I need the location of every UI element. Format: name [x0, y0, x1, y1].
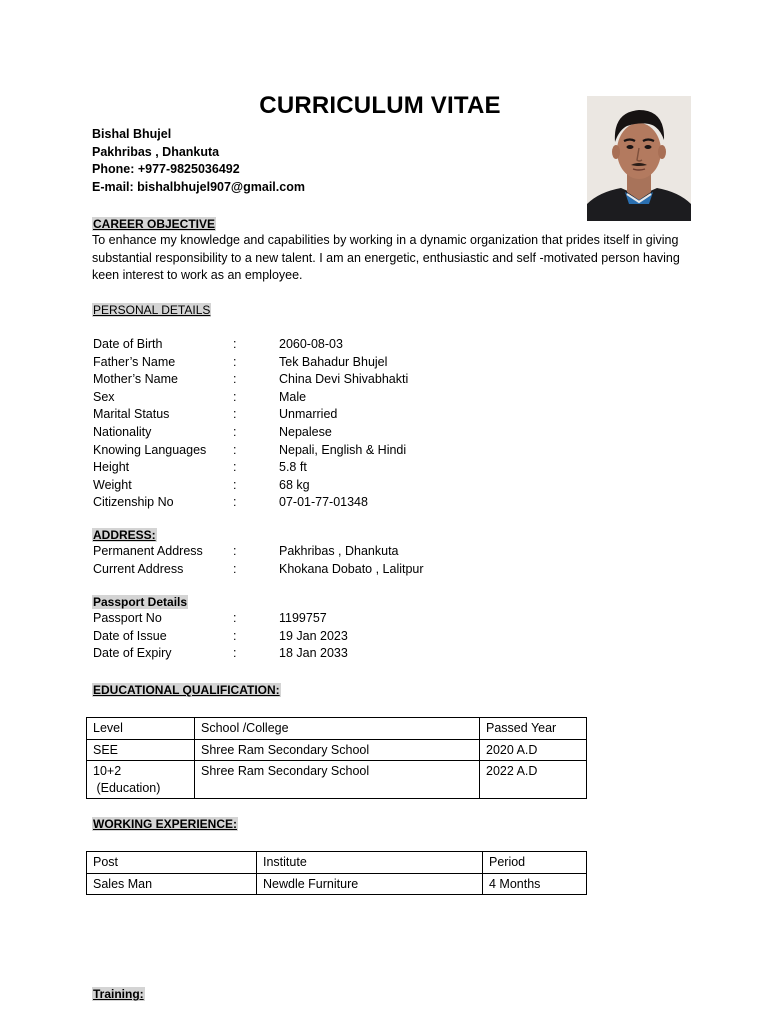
candidate-name: Bishal Bhujel: [92, 127, 172, 141]
cell-school: Shree Ram Secondary School: [195, 761, 480, 799]
detail-label: Date of Expiry: [93, 646, 172, 661]
cell-institute: Newdle Furniture: [257, 873, 483, 895]
candidate-location: Pakhribas , Dhankuta: [92, 144, 220, 159]
detail-label: Date of Birth: [93, 337, 163, 351]
detail-label: Permanent Address: [93, 544, 203, 558]
training-section: [92, 985, 145, 1003]
work-heading: WORKING EXPERIENCE:: [93, 817, 238, 831]
career-objective-text: To enhance my knowledge and capabilities by working in a dynamic organization that prides itself in giving substantial responsibility to a new talent. I am an energetic, enthusiastic and self -motivated person having keen interest to work as an employee.: [92, 233, 680, 283]
address-row-permanent: [93, 543, 593, 561]
detail-separator: :: [233, 561, 237, 576]
detail-value: Nepali, English & Hindi: [279, 442, 407, 457]
detail-separator: :: [233, 389, 237, 404]
detail-label: Sex: [93, 389, 115, 404]
education-heading: EDUCATIONAL QUALIFICATION:: [93, 683, 280, 697]
detail-separator: :: [233, 495, 237, 510]
detail-row-citizenship: [93, 494, 593, 512]
detail-separator: :: [233, 354, 237, 369]
cell-post: Sales Man: [87, 873, 257, 895]
detail-label: Nationality: [93, 424, 152, 439]
candidate-email: E-mail: bishalbhujel907@gmail.com: [92, 179, 305, 194]
address-list: [93, 543, 593, 578]
detail-separator: :: [233, 407, 237, 422]
detail-value: 1199757: [279, 611, 327, 625]
work-table: [86, 851, 587, 895]
passport-row-number: [93, 610, 593, 628]
cell-level: [87, 761, 195, 799]
cell-year: 2020 A.D: [480, 739, 587, 761]
personal-details-list: [93, 336, 593, 512]
detail-separator: :: [233, 442, 237, 457]
portrait-illustration: [587, 96, 691, 221]
detail-value: Unmarried: [279, 407, 338, 422]
detail-separator: :: [233, 337, 237, 351]
passport-row-expiry: [93, 645, 593, 663]
cell-level: SEE: [87, 739, 195, 761]
detail-value: Nepalese: [279, 424, 332, 439]
table-row: [87, 761, 587, 799]
detail-separator: :: [233, 611, 237, 625]
detail-row-dob: [93, 336, 593, 354]
detail-row-nationality: [93, 424, 593, 442]
detail-separator: :: [233, 477, 237, 492]
header-cell-school: School /College: [195, 718, 480, 740]
table-header-row: [87, 718, 587, 740]
passport-list: [93, 610, 593, 663]
detail-value: 2060-08-03: [279, 337, 343, 351]
passport-heading: Passport Details: [93, 595, 188, 609]
career-objective-heading: CAREER OBJECTIVE: [93, 217, 216, 231]
contact-block: [92, 126, 305, 196]
career-objective-section: [92, 215, 216, 233]
detail-value: 19 Jan 2023: [279, 628, 348, 643]
detail-label: Mother’s Name: [93, 372, 178, 387]
document-title: CURRICULUM VITAE: [259, 92, 501, 119]
detail-value: 68 kg: [279, 477, 310, 492]
detail-label: Height: [93, 460, 130, 475]
detail-value: China Devi Shivabhakti: [279, 372, 409, 387]
table-header-row: [87, 852, 587, 874]
header-cell-post: Post: [87, 852, 257, 874]
education-section: [92, 681, 281, 699]
detail-row-father: [93, 354, 593, 372]
detail-value: 5.8 ft: [279, 460, 307, 475]
detail-separator: :: [233, 628, 237, 643]
detail-value: Pakhribas , Dhankuta: [279, 544, 399, 558]
header-cell-year: Passed Year: [480, 718, 587, 740]
detail-separator: :: [233, 544, 237, 558]
detail-label: Passport No: [93, 611, 162, 625]
header-cell-institute: Institute: [257, 852, 483, 874]
header-cell-level: Level: [87, 718, 195, 740]
profile-photo: [587, 96, 691, 221]
detail-row-mother: [93, 371, 593, 389]
detail-label: Date of Issue: [93, 628, 167, 643]
detail-row-sex: [93, 389, 593, 407]
work-section: [92, 815, 238, 833]
cell-school: Shree Ram Secondary School: [195, 739, 480, 761]
passport-row-issue: [93, 628, 593, 646]
table-row: [87, 873, 587, 895]
header-cell-period: Period: [483, 852, 587, 874]
cell-level-main: 10+2: [93, 764, 122, 778]
cell-level-sub: (Education): [93, 780, 161, 795]
address-section: [92, 526, 157, 544]
personal-details-section: [92, 301, 211, 319]
detail-row-weight: [93, 477, 593, 495]
cell-year: 2022 A.D: [480, 761, 587, 799]
training-heading: Training:: [93, 987, 144, 1001]
detail-value: Khokana Dobato , Lalitpur: [279, 561, 424, 576]
detail-label: Current Address: [93, 561, 184, 576]
detail-label: Citizenship No: [93, 495, 174, 510]
passport-section: [92, 593, 188, 611]
address-heading: ADDRESS:: [93, 528, 156, 542]
detail-separator: :: [233, 460, 237, 475]
detail-separator: :: [233, 424, 237, 439]
address-row-current: [93, 561, 593, 579]
detail-label: Father’s Name: [93, 354, 176, 369]
detail-value: 07-01-77-01348: [279, 495, 368, 510]
detail-label: Marital Status: [93, 407, 170, 422]
detail-row-height: [93, 459, 593, 477]
detail-row-languages: [93, 442, 593, 460]
detail-value: Tek Bahadur Bhujel: [279, 354, 388, 369]
table-row: [87, 739, 587, 761]
education-table: [86, 717, 587, 799]
cell-period: 4 Months: [483, 873, 587, 895]
candidate-phone: Phone: +977-9825036492: [92, 162, 240, 177]
detail-separator: :: [233, 646, 237, 661]
detail-label: Weight: [93, 477, 132, 492]
detail-separator: :: [233, 372, 237, 387]
detail-value: Male: [279, 389, 307, 404]
detail-row-marital: [93, 406, 593, 424]
detail-label: Knowing Languages: [93, 442, 207, 457]
detail-value: 18 Jan 2033: [279, 646, 348, 661]
personal-details-heading: PERSONAL DETAILS: [93, 303, 211, 317]
